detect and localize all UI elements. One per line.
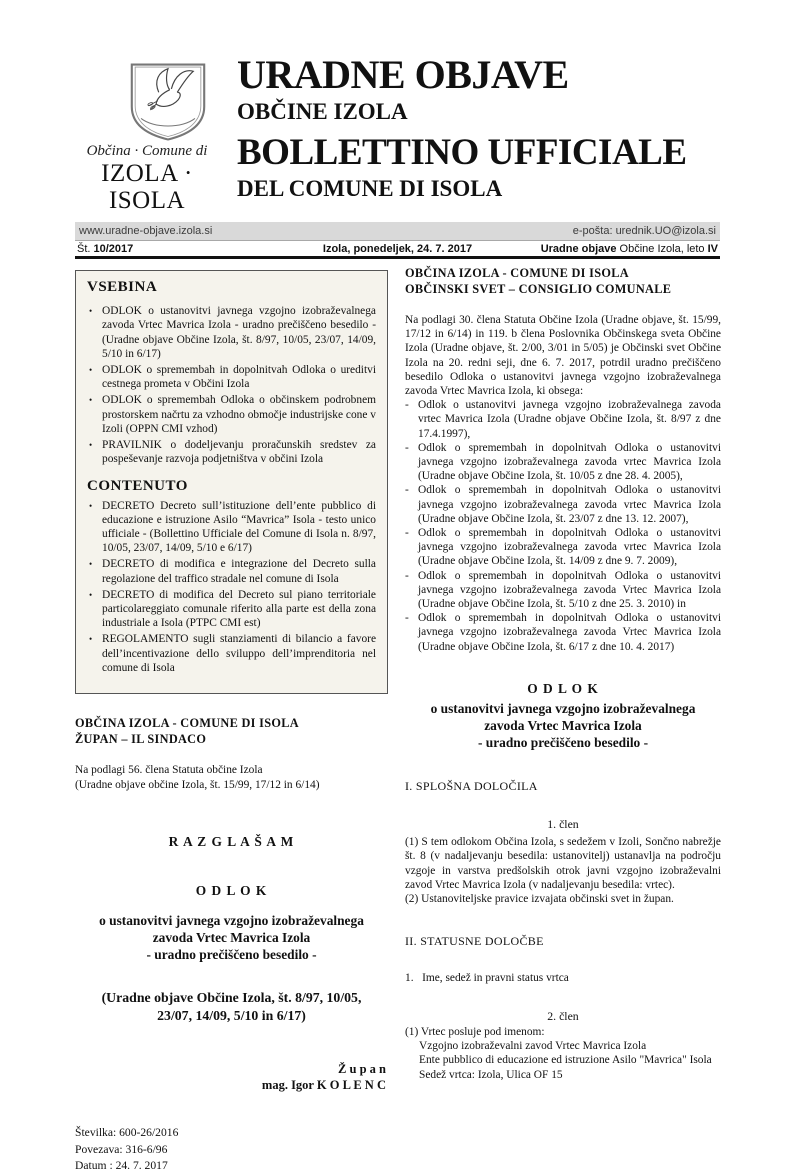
meta-number: Številka: 600-26/2016	[75, 1126, 179, 1140]
issue-bar	[75, 242, 720, 259]
amendment-item: - Odlok o spremembah in dopolnitvah Odloka o ustanovitvi javnega vzgojno izobraževalnega zavoda vrtec Mavrica Izola (Uradne objave Občine Izola, št. 10/05 z dne 28. 4. 2005),	[405, 441, 721, 484]
article-2-name-it: Ente pubblico di educazione ed istruzione Asilo "Mavrica" Isola	[419, 1054, 712, 1067]
toc-title-it: CONTENUTO	[87, 478, 188, 495]
toc-item: • REGOLAMENTO sugli stanziamenti di bilancio a favore dell’incentivazione dello sviluppo dell’imprenditoria nel comune di Isola	[87, 632, 376, 675]
decree-title: O D L O K	[195, 883, 268, 899]
decree-subtitle-line1: o ustanovitvi javnega vzgojno izobraževalnega	[99, 913, 364, 929]
website-url: www.uradne-objave.izola.si	[79, 225, 213, 237]
article-1-heading: 1. člen	[547, 817, 579, 832]
decree-subtitle-line2: zavoda Vrtec Mavrica Izola	[484, 717, 642, 733]
edition-year: IV	[707, 243, 719, 255]
amendment-item: - Odlok o spremembah in dopolnitvah Odloka o ustanovitvi javnega vzgojno izobraževalnega zavoda Vrtec Mavrica Izola (Uradne objave Občine Izola, št. 6/17 z dne 10. 4. 2017)	[405, 611, 721, 654]
decree-title-block	[75, 882, 388, 963]
issuer-heading-council	[405, 266, 721, 297]
article-2-paragraph-1: (1) Vrtec posluje pod imenom:	[405, 1025, 545, 1038]
article-2-heading: 2. člen	[547, 1008, 579, 1023]
amendment-item: - Odlok o spremembah in dopolnitvah Odloka o ustanovitvi javnega vzgojno izobraževalnega zavoda vrtec Mavrica Izola (Uradne objave Občine Izola, št. 23/07 z dne 13. 12. 2007),	[405, 483, 721, 526]
signature-role: Ž u p a n	[338, 1062, 386, 1077]
decree-subtitle-line1: o ustanovitvi javnega vzgojno izobraževalnega	[430, 700, 696, 716]
legal-basis-line1: Na podlagi 56. člena Statuta občine Izola	[75, 764, 263, 777]
crest-caption	[72, 143, 222, 214]
issuer-heading-mayor	[75, 716, 388, 747]
amendment-item: - Odlok o ustanovitvi javnega vzgojno izobraževalnega zavoda vrtec Mavrica Izola (Uradne objave Občine Izola, št. 8/97 z dne 17.4.1997),	[405, 398, 721, 441]
masthead-title-sl: URADNE OBJAVE	[237, 52, 569, 97]
table-of-contents-box	[75, 270, 388, 694]
toc-item: • PRAVILNIK o dodeljevanju proračunskih sredstev za pospeševanje razvoja podjetništva v občini Izola	[87, 438, 376, 466]
issue-value: 10/2017	[93, 243, 134, 255]
toc-item: • DECRETO di modifica e integrazione del Decreto sulla regolazione del traffico stradale nel comune di Isola	[87, 557, 376, 585]
council-intro-paragraph: Na podlagi 30. člena Statuta Občine Izola (Uradne objave, št. 15/99, 17/12 in 6/14) in 119. b člena Poslovnika Občinskega sveta Občine Izola (Uradne objave, št. 2/00, 3/01 in 5/05) je Občinski svet Občine Izola na 20. redni seji, dne 6. 7. 2017, potrdil uradno prečiščeno besedilo Odloka o ustanovitvi javnega vzgojno izobraževalnega zavoda Vrtec Mavrica Izola, ki obsega:	[405, 314, 721, 398]
meta-date: Datum : 24. 7. 2017	[75, 1159, 168, 1173]
contact-bar	[75, 222, 720, 241]
subsection-heading: 1. Ime, sedež in pravni status vrtca	[405, 971, 569, 984]
municipal-coat-of-arms	[120, 62, 216, 142]
crest-caption-line2: IZOLA · ISOLA	[101, 160, 193, 214]
toc-title-sl: VSEBINA	[87, 279, 158, 295]
legal-basis	[75, 763, 388, 793]
amendments-list	[405, 398, 721, 654]
decree-subtitle-line2: zavoda Vrtec Mavrica Izola	[152, 930, 311, 946]
issuer-line2: ŽUPAN – IL SINDACO	[75, 731, 207, 746]
decree-reference	[75, 989, 388, 1025]
right-column	[405, 266, 721, 1082]
legal-basis-line2: (Uradne objave občine Izola, št. 15/99, 17/12 in 6/14)	[75, 779, 320, 792]
edition-label: Uradne objave	[540, 243, 617, 255]
masthead-titles	[237, 53, 737, 201]
decree-title: O D L O K	[527, 680, 599, 696]
masthead-title-it: BOLLETTINO UFFICIALE	[237, 132, 687, 173]
document-meta	[75, 1125, 388, 1175]
toc-item: • DECRETO Decreto sull’istituzione dell’ente pubblico di educazione e istruzione Asilo “Mavrica” Isola - testo unico ufficiale - (Bollettino Ufficiale del Comune di Isola n. 8/97, 10/05, 23/07, 14/09, 5/10 e 6/17)	[87, 499, 376, 556]
issuer-line2: OBČINSKI SVET – CONSIGLIO COMUNALE	[405, 281, 672, 296]
meta-link: Povezava: 316-6/96	[75, 1142, 168, 1156]
proclamation-heading: R A Z G L A Š A M	[168, 834, 295, 850]
decree-reference-line1: (Uradne objave Občine Izola, št. 8/97, 10/05,	[101, 990, 362, 1006]
signature-name: mag. Igor K O L E N C	[261, 1078, 386, 1093]
toc-item: • ODLOK o ustanovitvi javnega vzgojno izobraževalnega zavoda Vrtec Mavrica Izola - uradno prečiščeno besedilo - (Uradne objave Občine Izola, št. 8/97, 10/05, 23/07, 14/09, 5/10 in 6/17)	[87, 304, 376, 361]
issue-edition	[504, 243, 718, 255]
toc-item: • ODLOK o spremembah in dopolnitvah Odloka o ureditvi cestnega prometa v Občini Izola	[87, 363, 376, 391]
left-column	[75, 270, 388, 1175]
article-1-paragraph-1: (1) S tem odlokom Občina Izola, s sedežem v Izoli, Sončno nabrežje št. 8 (v nadaljevanju besedila: ustanovitelj) ustanavlja na področju vzgoje in varstva predšolskih otrok javni vzgojno izobraževalni zavod Vrtec Mavrica Izola (v nadaljevanju besedila: vrtec).	[405, 836, 721, 891]
decree-title-block	[405, 680, 721, 751]
issue-date: Izola, ponedeljek, 24. 7. 2017	[322, 243, 473, 255]
issuer-line1: OBČINA IZOLA - COMUNE DI ISOLA	[75, 716, 299, 731]
issuer-line1: OBČINA IZOLA - COMUNE DI ISOLA	[405, 266, 629, 280]
decree-subtitle-line3: - uradno prečiščeno besedilo -	[477, 734, 649, 750]
editor-email: e-pošta: urednik.UO@izola.si	[572, 225, 716, 237]
masthead-subtitle-sl: OBČINE IZOLA	[237, 99, 408, 124]
article-1-paragraph-2: (2) Ustanoviteljske pravice izvajata občinski svet in župan.	[405, 893, 674, 906]
issue-prefix: Št.	[77, 243, 91, 255]
crest-caption-line1: Občina · Comune di	[86, 143, 208, 159]
amendment-item: - Odlok o spremembah in dopolnitvah Odloka o ustanovitvi javnega vzgojno izobraževalnega zavoda Vrtec Mavrica Izola (Uradne objave Občine Izola, št. 5/10 z dne 25. 3. 2010) in	[405, 569, 721, 612]
masthead-subtitle-it: DEL COMUNE DI ISOLA	[237, 176, 503, 201]
decree-reference-line2: 23/07, 14/09, 5/10 in 6/17)	[157, 1008, 306, 1024]
amendment-item: - Odlok o spremembah in dopolnitvah Odloka o ustanovitvi javnega vzgojno izobraževalnega zavoda vrtec Mavrica Izola (Uradne objave Občine Izola, št. 14/09 z dne 9. 7. 2009),	[405, 526, 721, 569]
article-2-name-sl: Vzgojno izobraževalni zavod Vrtec Mavrica Izola	[419, 1040, 647, 1053]
section-heading-2: II. STATUSNE DOLOČBE	[405, 934, 544, 949]
edition-text: Občine Izola, leto	[616, 243, 708, 255]
article-2-seat: Sedež vrtca: Izola, Ulica OF 15	[419, 1068, 563, 1081]
toc-item: • DECRETO di modifica del Decreto sul piano territoriale particolareggiato comunale riferito alla parte est della zona industriale a Isola (PTPC CMI est)	[87, 588, 376, 631]
signature-block	[75, 1061, 388, 1093]
issue-number	[77, 243, 291, 255]
decree-subtitle-line3: - uradno prečiščeno besedilo -	[146, 947, 317, 963]
toc-item: • ODLOK o spremembah Odloka o občinskem podrobnem prostorskem načrtu za vzhodno območje industrijske cone v Izoli (OPPN CMI vzhod)	[87, 393, 376, 436]
dove-olive-branch-icon	[120, 62, 216, 142]
section-heading-1: I. SPLOŠNA DOLOČILA	[405, 778, 538, 793]
